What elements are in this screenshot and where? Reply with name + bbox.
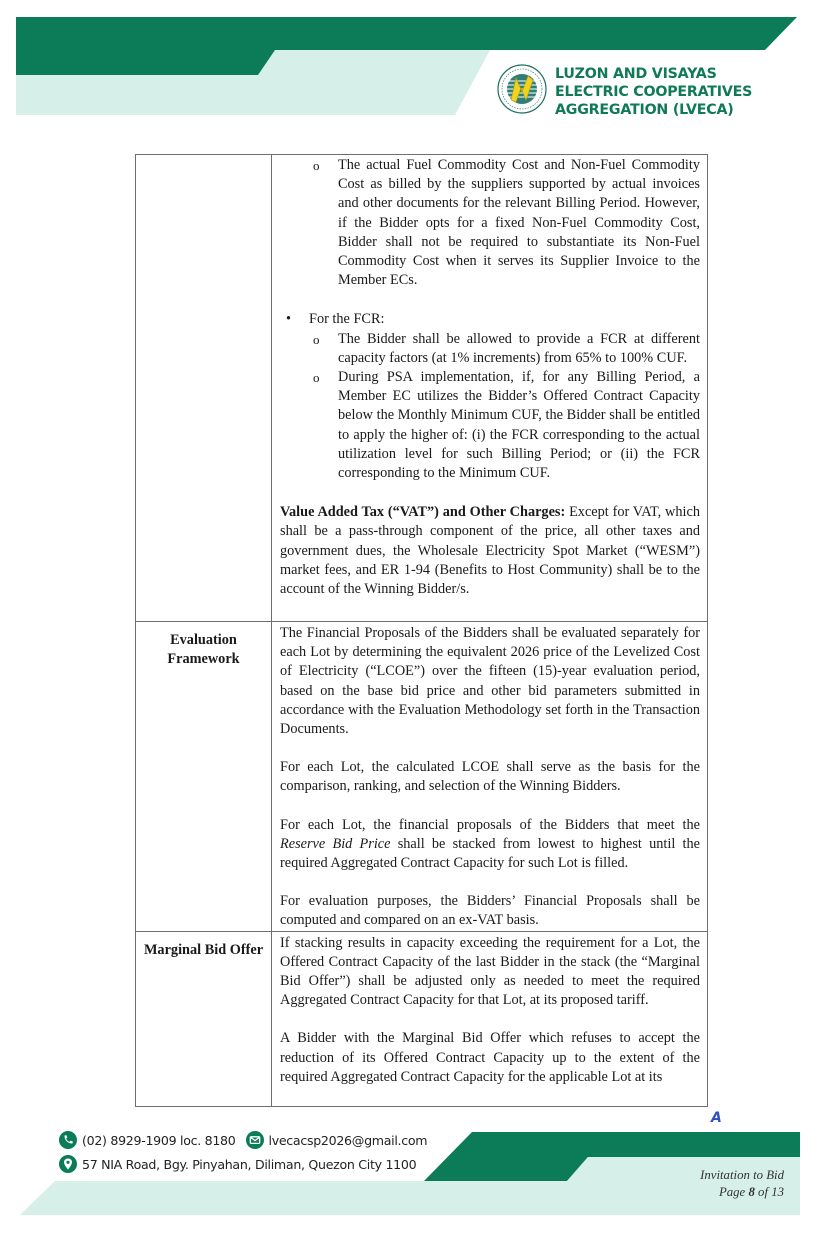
terms-table [135,154,708,1107]
paragraph-reserve-bid: For each Lot, the financial proposals of the Bidders that meet the Reserve Bid Price shall be stacked from lowest to highest until the required Aggregated Contract Capacity for such Lot is filled. [280,816,700,872]
list-item-fcr: • For the FCR: [280,310,700,329]
paragraph: If stacking results in capacity exceeding the requirement for a Lot, the Offered Contract Capacity of the last Bidder in the stack (the “Marginal Bid Offer”) shall be adjusted only as needed to meet the required Aggregated Contract Capacity for that Lot, at its proposed tariff. [280,934,700,1009]
list-item-fcr-minimum-cuf: o During PSA implementation, if, for any Billing Period, a Member EC utilizes the Bidder’s Offered Contract Capacity below the Monthly Minimum CUF, the Bidder shall be entitled to apply the higher of: (i) the FCR corresponding to the actual utilization level for such Billing Period; or (ii) the FCR corresponding to the Minimum CUF. [313,369,700,482]
table-row-marginal-bid-offer [136,931,708,1106]
org-name-line-1: LUZON AND VISAYAS [555,66,717,82]
page-info [700,1167,784,1201]
row-label-cell [136,155,272,622]
row-content-cell [272,155,708,622]
address: 57 NIA Road, Bgy. Pinyahan, Diliman, Quezon City 1100 [82,1156,417,1172]
paragraph: A Bidder with the Marginal Bid Offer which refuses to accept the reduction of its Offered Contract Capacity up to the extent of the required Aggregated Contract Capacity for the applicable Lot at its [280,1030,700,1085]
row-label: Evaluation Framework [167,632,240,668]
location-pin-icon [59,1155,77,1173]
list-item-fcr-capacity-factors: o The Bidder shall be allowed to provide a FCR at different capacity factors (at 1% increments) from 65% to 100% CUF. [313,330,700,366]
list-item-fuel-cost: o The actual Fuel Commodity Cost and Non-Fuel Commodity Cost as billed by the suppliers supported by actual invoices and other documents for the relevant Billing Period. However, if the Bidder opts for a fixed Non-Fuel Commodity Cost, Bidder shall not be required to substantiate its Non-Fuel Commodity Cost when it serves its Supplier Invoice to the Member ECs. [313,157,700,289]
bullet-icon: • [286,311,292,328]
table-row-evaluation-framework [136,622,708,932]
phone-number: (02) 8929-1909 loc. 8180 [82,1132,236,1148]
page-number-line: Page 8 of 13 [718,1185,784,1199]
contact-line-2 [59,1155,416,1173]
vat-paragraph: Value Added Tax (“VAT”) and Other Charges: Except for VAT, which shall be a pass-through component of the price, all other taxes and government dues, the Wholesale Electricity Spot Market (“WESM”) market fees, and ER 1-94 (Benefits to Host Community) shall be to the account of the Winning Bidder/s. [280,504,700,598]
row-label [136,155,271,164]
phone-icon [59,1131,77,1149]
paragraph: For evaluation purposes, the Bidders’ Financial Proposals shall be computed and compared on an ex-VAT basis. [280,893,700,929]
paragraph: The Financial Proposals of the Bidders shall be evaluated separately for each Lot by determining the equivalent 2026 price of the Levelized Cost of Electricity (“LCOE”) over the fifteen (15)-year evaluation period, based on the base bid price and other bid parameters submitted in accordance with the Evaluation Methodology set forth in the Transaction Documents. [280,625,700,738]
handwritten-initials: A [711,1110,722,1126]
hollow-bullet-icon: o [313,158,320,173]
paragraph: For each Lot, the calculated LCOE shall serve as the basis for the comparison, ranking, and selection of the Winning Bidders. [280,759,700,795]
vat-heading: Value Added Tax (“VAT”) and Other Charges: [280,504,566,521]
org-name-line-3: AGGREGATION (LVECA) [555,102,734,118]
hollow-bullet-icon: o [313,331,320,347]
contact-line-1 [59,1131,427,1149]
hollow-bullet-icon: o [313,370,320,386]
org-name-line-2: ELECTRIC COOPERATIVES [555,84,753,100]
nea-lightning-seal-icon [497,64,547,114]
row-content-cell [272,622,708,932]
email-icon [246,1131,264,1149]
current-page-number: 8 [748,1185,755,1199]
organization-name [555,65,752,119]
row-label-cell [136,931,272,1106]
document-title: Invitation to Bid [700,1168,784,1182]
row-label: Marginal Bid Offer [143,941,264,958]
email-address[interactable]: lvecacsp2026@gmail.com [268,1132,428,1148]
table-row-pricing-continued [136,155,708,622]
row-label-cell [136,622,272,932]
row-content-cell [272,931,708,1106]
reserve-bid-price-term: Reserve Bid Price [280,835,391,852]
